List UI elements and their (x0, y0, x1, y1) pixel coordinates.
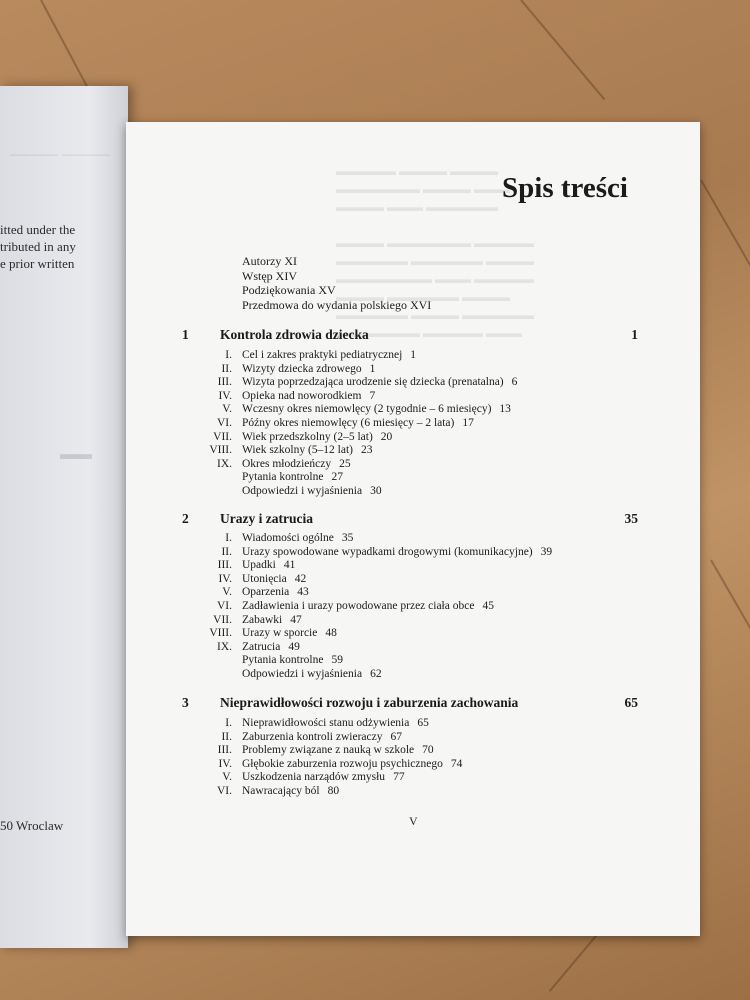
entry-title: Głębokie zaburzenia rozwoju psychicznego (242, 757, 443, 770)
chapter-page: 35 (624, 511, 638, 526)
toc-entry (126, 559, 700, 573)
contents-page (126, 122, 700, 936)
toc-entry (126, 600, 700, 614)
entry-page: 65 (417, 717, 429, 729)
entry-roman: VI. (216, 599, 232, 612)
toc-entry (126, 417, 700, 431)
entry-page: 6 (511, 376, 518, 389)
entry-title: Oparzenia (242, 586, 290, 599)
entry-page: 43 (297, 586, 309, 599)
entry-title: Nawracający ból (242, 784, 320, 797)
toc-entry (126, 546, 700, 560)
entry-page: 25 (339, 457, 351, 470)
front-matter-item: Podziękowania XV (242, 283, 336, 297)
toc-entry (126, 458, 700, 472)
left-page-line: itted under the (0, 222, 76, 237)
left-page-line: e prior written (0, 256, 75, 271)
entry-roman: II. (221, 362, 232, 375)
toc-entry (126, 744, 700, 758)
entry-page: 70 (422, 744, 434, 757)
toc-entry (126, 771, 700, 785)
entry-roman: II. (221, 545, 232, 558)
chapter-title: Nieprawidłowości rozwoju i zaburzenia zachowania (220, 695, 519, 710)
chapter-page: 65 (624, 695, 638, 710)
entry-roman: V. (222, 771, 232, 784)
entry-roman: IX. (216, 457, 232, 470)
entry-page: 13 (499, 403, 511, 416)
entry-title: Późny okres niemowlęcy (6 miesięcy – 2 lata) (242, 416, 455, 429)
entry-page: 47 (290, 613, 302, 626)
entry-roman: IV. (218, 757, 232, 770)
entry-title: Odpowiedzi i wyjaśnienia (242, 667, 363, 680)
left-page-line: tributed in any (0, 239, 76, 254)
entry-title: Uszkodzenia narządów zmysłu (242, 771, 386, 784)
bleed-through-text: ——— ——— (10, 146, 110, 163)
toc-entry (126, 668, 700, 682)
entry-roman: IV. (218, 572, 232, 585)
chapter-items (126, 532, 700, 682)
entry-title: Zabawki (242, 613, 283, 626)
entry-roman: V. (222, 586, 232, 599)
entry-page: 62 (370, 667, 382, 680)
entry-title: Pytania kontrolne (242, 654, 324, 667)
entry-page: 20 (380, 430, 393, 443)
page-title: Spis treści (502, 172, 628, 204)
entry-roman: III. (217, 376, 232, 389)
entry-title: Opieka nad noworodkiem (242, 389, 362, 402)
floor-seam (700, 180, 750, 458)
toc-entry (126, 431, 700, 445)
toc-entry (126, 717, 700, 731)
bleed-through-text: ▬▬ (60, 446, 92, 463)
entry-title: Odpowiedzi i wyjaśnienia (242, 484, 363, 497)
entry-roman: V. (222, 403, 232, 416)
front-matter-item: Wstęp XIV (242, 268, 297, 283)
entry-title: Okres młodzieńczy (242, 457, 332, 470)
toc-entry (126, 444, 700, 458)
entry-title: Urazy spowodowane wypadkami drogowymi (komunikacyjne) (242, 545, 533, 558)
entry-page: 1 (369, 362, 376, 375)
floor-seam (549, 929, 602, 992)
toc-entry (126, 731, 700, 745)
entry-title: Wczesny okres niemowlęcy (2 tygodnie – 6 miesięcy) (242, 403, 492, 416)
entry-title: Urazy w sporcie (242, 627, 318, 640)
chapter-title: Urazy i zatrucia (220, 511, 313, 526)
entry-title: Upadki (242, 559, 276, 572)
entry-page: 42 (294, 572, 307, 585)
bleed-through-text: ▬▬▬▬▬ ▬▬▬▬ ▬▬▬▬ ▬▬▬▬▬▬▬ ▬▬▬▬ ▬▬▬ ▬▬▬▬ ▬▬▬ ▬▬▬▬▬▬ ▬▬▬▬ ▬▬▬▬▬▬▬ ▬▬▬▬▬ ▬▬▬▬▬▬ ▬▬▬▬▬▬ ▬▬▬▬ ▬▬▬▬▬▬▬▬ ▬▬▬ ▬▬▬▬▬ ▬▬▬▬ ▬▬▬▬▬▬ ▬▬▬▬ ▬▬▬▬▬▬ ▬▬▬▬ ▬▬▬▬▬▬ ▬▬▬▬▬▬▬ ▬▬▬▬▬ ▬▬▬ (336, 164, 534, 340)
toc-entry (126, 614, 700, 628)
entry-roman: IV. (218, 389, 232, 402)
entry-roman: I. (225, 349, 232, 361)
left-page-imprint: 50 Wroclaw (0, 818, 64, 833)
toc-entry (126, 485, 700, 499)
toc-entry (126, 349, 700, 363)
chapter-number: 3 (182, 695, 189, 710)
entry-roman: VI. (216, 784, 232, 797)
entry-title: Wiadomości ogólne (242, 532, 334, 544)
entry-page: 67 (390, 730, 402, 743)
floor-seam (710, 560, 750, 734)
entry-title: Zatrucia (242, 640, 281, 653)
entry-roman: IX. (216, 640, 232, 653)
entry-title: Wizyta poprzedzająca urodzenie się dziecka (prenatalna) (242, 376, 504, 389)
chapter-page: 1 (631, 327, 638, 342)
chapter-number: 1 (182, 327, 189, 342)
front-matter-item: Przedmowa do wydania polskiego XVI (242, 297, 432, 312)
entry-page: 49 (288, 640, 300, 653)
entry-title: Pytania kontrolne (242, 471, 324, 484)
entry-page: 39 (540, 545, 553, 558)
toc-entry (126, 641, 700, 655)
entry-page: 74 (450, 757, 463, 770)
entry-title: Wizyty dziecka zdrowego (242, 362, 362, 375)
entry-roman: III. (217, 744, 232, 757)
chapter-items (126, 717, 700, 799)
entry-page: 35 (341, 532, 354, 544)
entry-roman: VIII. (209, 444, 232, 457)
toc-entry (126, 376, 700, 390)
front-matter-list (242, 254, 431, 312)
toc-entry (126, 471, 700, 485)
toc-entry (126, 654, 700, 668)
entry-roman: I. (225, 717, 232, 729)
entry-page: 17 (462, 416, 474, 429)
entry-roman: II. (221, 730, 232, 743)
toc-entry (126, 532, 700, 546)
entry-page: 30 (370, 484, 382, 497)
entry-page: 1 (410, 349, 417, 361)
entry-page: 80 (327, 784, 340, 797)
entry-title: Nieprawidłowości stanu odżywienia (242, 717, 410, 729)
entry-title: Zaburzenia kontroli zwieraczy (242, 730, 383, 743)
floor-seam (520, 0, 605, 100)
chapter-number: 2 (182, 511, 189, 526)
left-page (0, 86, 128, 948)
entry-roman: III. (217, 559, 232, 572)
chapter-title: Kontrola zdrowia dziecka (220, 327, 369, 342)
page-folio: V (409, 814, 418, 828)
toc-entry (126, 573, 700, 587)
entry-page: 23 (361, 444, 373, 457)
entry-roman: VII. (213, 430, 232, 443)
front-matter-item: Autorzy XI (242, 254, 297, 268)
entry-roman: VIII. (209, 627, 232, 640)
entry-roman: VI. (216, 416, 232, 429)
toc-entry (126, 403, 700, 417)
entry-title: Problemy związane z nauką w szkole (242, 744, 415, 757)
toc-entry (126, 586, 700, 600)
entry-title: Utonięcia (242, 572, 287, 585)
entry-page: 45 (482, 599, 494, 612)
entry-page: 59 (331, 654, 343, 667)
entry-title: Cel i zakres praktyki pediatrycznej (242, 349, 403, 361)
toc-entry (126, 785, 700, 799)
toc-entry (126, 390, 700, 404)
toc-entry (126, 627, 700, 641)
entry-page: 7 (369, 389, 376, 402)
entry-page: 48 (325, 627, 337, 640)
entry-page: 41 (283, 559, 296, 572)
toc-entry (126, 758, 700, 772)
entry-title: Zadławienia i urazy powodowane przez ciała obce (242, 599, 475, 612)
entry-page: 77 (393, 771, 405, 784)
entry-roman: I. (225, 532, 232, 544)
entry-roman: VII. (213, 613, 232, 626)
toc-entry (126, 363, 700, 377)
entry-title: Wiek szkolny (5–12 lat) (242, 444, 353, 457)
entry-title: Wiek przedszkolny (2–5 lat) (242, 430, 373, 443)
chapter-items (126, 349, 700, 499)
entry-page: 27 (331, 471, 343, 484)
